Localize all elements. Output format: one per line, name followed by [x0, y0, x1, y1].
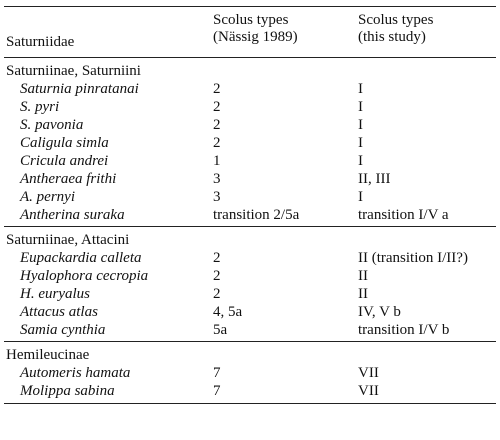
nassig-type: 3	[213, 189, 221, 205]
nassig-type: 2	[213, 286, 221, 302]
header-nassig-line2: (Nässig 1989)	[213, 29, 298, 45]
species-name: Automeris hamata	[20, 365, 131, 381]
species-name: Caligula simla	[20, 135, 109, 151]
table-row	[4, 116, 496, 134]
nassig-type: 7	[213, 383, 221, 399]
species-name: Antherina suraka	[20, 207, 125, 223]
this-study-type: II	[358, 286, 368, 302]
header-nassig	[213, 12, 298, 46]
group-title: Hemileucinae	[6, 347, 90, 363]
this-study-type: VII	[358, 383, 379, 399]
nassig-type: 2	[213, 81, 221, 97]
group-title: Saturniinae, Saturniini	[6, 63, 141, 79]
this-study-type: I	[358, 153, 363, 169]
table-body	[4, 58, 496, 400]
nassig-type: 3	[213, 171, 221, 187]
group-title: Saturniinae, Attacini	[6, 232, 130, 248]
table-row	[4, 267, 496, 285]
header-nassig-line1: Scolus types	[213, 12, 289, 28]
this-study-type: transition I/V a	[358, 207, 449, 223]
nassig-type: 2	[213, 268, 221, 284]
this-study-type: transition I/V b	[358, 322, 450, 338]
table-row	[4, 170, 496, 188]
species-name: Samia cynthia	[20, 322, 106, 338]
this-study-type: I	[358, 117, 363, 133]
species-name: Cricula andrei	[20, 153, 109, 169]
bottom-rule	[4, 403, 496, 404]
table-header	[4, 7, 496, 57]
this-study-type: IV, V b	[358, 304, 401, 320]
table-group	[4, 226, 496, 339]
this-study-type: II, III	[358, 171, 391, 187]
this-study-type: I	[358, 81, 363, 97]
table-row	[4, 249, 496, 267]
table-row	[4, 382, 496, 400]
this-study-type: II	[358, 268, 368, 284]
species-name: S. pyri	[20, 99, 60, 115]
table-row	[4, 188, 496, 206]
table-row	[4, 285, 496, 303]
species-name: Eupackardia calleta	[20, 250, 142, 266]
nassig-type: 4, 5a	[213, 304, 243, 320]
this-study-type: I	[358, 135, 363, 151]
species-name: Hyalophora cecropia	[20, 268, 149, 284]
nassig-type: 2	[213, 250, 221, 266]
header-family: Saturniidae	[6, 34, 75, 50]
this-study-type: II (transition I/II?)	[358, 250, 468, 266]
table-row	[4, 152, 496, 170]
species-name: Antheraea frithi	[20, 171, 117, 187]
table-row	[4, 134, 496, 152]
table-row	[4, 80, 496, 98]
header-this-study	[358, 12, 433, 46]
table-row	[4, 303, 496, 321]
species-name: Saturnia pinratanai	[20, 81, 139, 97]
table-row	[4, 321, 496, 339]
species-name: Attacus atlas	[20, 304, 98, 320]
table-row	[4, 206, 496, 224]
nassig-type: 5a	[213, 322, 228, 338]
this-study-type: I	[358, 189, 363, 205]
table-row	[4, 98, 496, 116]
species-name: A. pernyi	[20, 189, 75, 205]
nassig-type: 7	[213, 365, 221, 381]
this-study-type: VII	[358, 365, 379, 381]
nassig-type: 1	[213, 153, 221, 169]
table-group	[4, 341, 496, 400]
header-this-study-line2: (this study)	[358, 29, 426, 45]
nassig-type: 2	[213, 117, 221, 133]
header-this-study-line1: Scolus types	[358, 12, 434, 28]
species-name: Molippa sabina	[20, 383, 115, 399]
this-study-type: I	[358, 99, 363, 115]
species-name: H. euryalus	[20, 286, 90, 302]
table-row	[4, 364, 496, 382]
nassig-type: 2	[213, 135, 221, 151]
table-group	[4, 58, 496, 224]
scolus-types-table	[4, 6, 496, 404]
nassig-type: 2	[213, 99, 221, 115]
species-name: S. pavonia	[20, 117, 84, 133]
nassig-type: transition 2/5a	[213, 207, 300, 223]
